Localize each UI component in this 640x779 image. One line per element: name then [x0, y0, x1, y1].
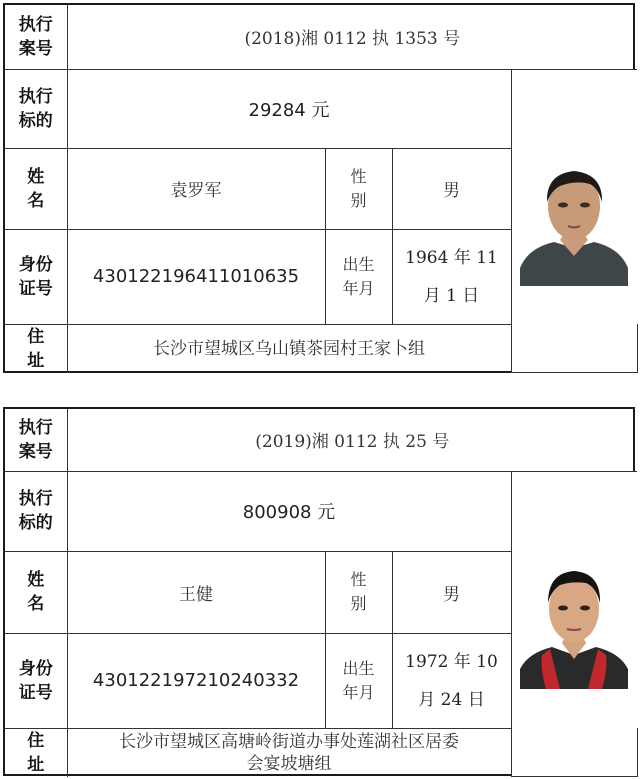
- address-label: 住 址: [5, 324, 67, 373]
- birth-label: 出生 年月: [325, 633, 392, 728]
- gender-value: 男: [392, 551, 511, 633]
- name-value: 王健: [67, 551, 325, 633]
- name-value: 袁罗军: [67, 148, 325, 229]
- birth-label: 出生 年月: [325, 229, 392, 324]
- portrait-photo: [520, 559, 628, 689]
- gender-value: 男: [392, 148, 511, 229]
- target-label: 执行 标的: [5, 69, 67, 148]
- id-no-value: 430122196411010635: [67, 229, 325, 324]
- birth-value: 1964 年 11 月 1 日: [392, 229, 511, 324]
- photo-cell: [511, 69, 637, 373]
- record-card-2: [3, 407, 635, 776]
- amount-value: 29284 元: [67, 69, 511, 148]
- record-card-1: [3, 3, 635, 373]
- name-label: 姓 名: [5, 148, 67, 229]
- gender-label: 性 别: [325, 551, 392, 633]
- address-label: 住 址: [5, 728, 67, 777]
- address-value: 长沙市望城区乌山镇茶园村王家卜组: [67, 324, 511, 373]
- gender-label: 性 别: [325, 148, 392, 229]
- birth-value: 1972 年 10 月 24 日: [392, 633, 511, 728]
- case-no-label: 执行 案号: [5, 5, 67, 69]
- case-no-value: (2018)湘 0112 执 1353 号: [67, 5, 637, 69]
- address-value: 长沙市望城区高塘岭街道办事处莲湖社区居委 会宴坡塘组: [67, 728, 511, 777]
- target-label: 执行 标的: [5, 471, 67, 551]
- photo-cell: [511, 471, 637, 777]
- case-no-value: (2019)湘 0112 执 25 号: [67, 409, 637, 471]
- case-no-label: 执行 案号: [5, 409, 67, 471]
- amount-value: 800908 元: [67, 471, 511, 551]
- id-no-label: 身份 证号: [5, 229, 67, 324]
- name-label: 姓 名: [5, 551, 67, 633]
- id-no-label: 身份 证号: [5, 633, 67, 728]
- portrait-photo: [520, 156, 628, 286]
- id-no-value: 430122197210240332: [67, 633, 325, 728]
